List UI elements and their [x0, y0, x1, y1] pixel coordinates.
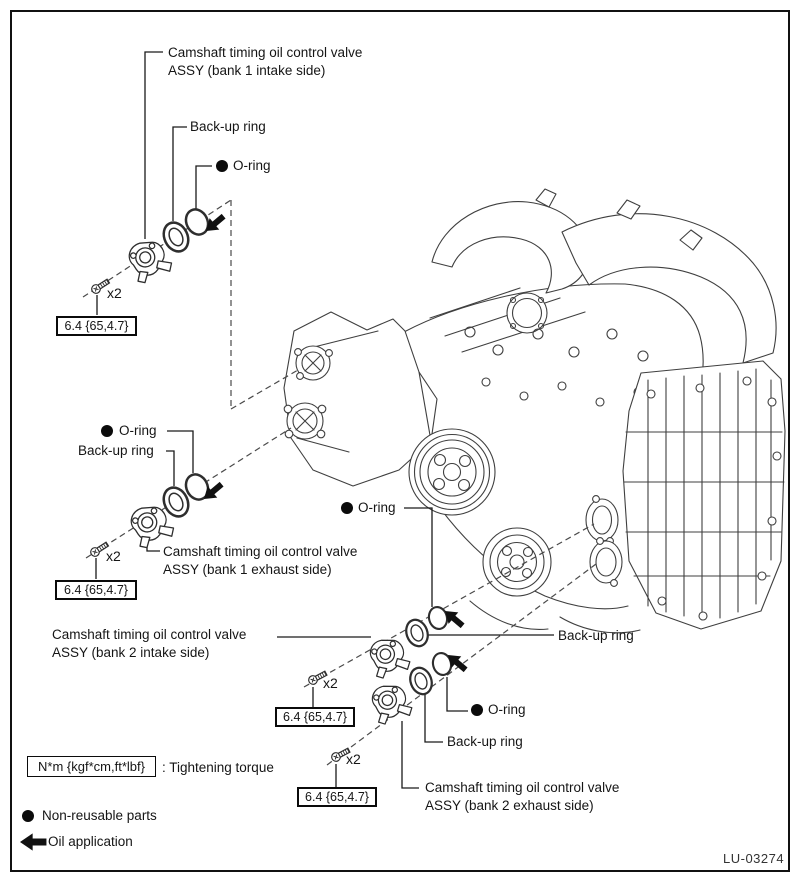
legend-non-reusable-bullet-icon [22, 810, 34, 822]
label-o-ring-1: O-ring [233, 158, 271, 173]
assy-line2: ASSY (bank 2 exhaust side) [425, 798, 594, 813]
quantity-label-1: x2 [107, 285, 122, 301]
assy-line2: ASSY (bank 1 intake side) [168, 63, 326, 78]
label-o-ring-4: O-ring [488, 702, 526, 717]
legend-oil-application-arrow-icon [20, 833, 46, 850]
o-ring-icon-3 [427, 605, 450, 631]
backup-ring-icon-3 [403, 617, 432, 649]
label-backup-ring-4: Back-up ring [447, 734, 523, 749]
label-backup-ring-1: Back-up ring [190, 119, 266, 134]
assy-line1: Camshaft timing oil control valve [425, 780, 620, 795]
legend-non-reusable-label: Non-reusable parts [42, 808, 157, 823]
assembly-axis-dashed-lines [83, 200, 596, 765]
label-assy-bank1-exhaust [163, 543, 357, 579]
assy-line1: Camshaft timing oil control valve [52, 627, 247, 642]
legend-oil-application-label: Oil application [48, 834, 133, 849]
non-reusable-bullet-icon-2 [101, 425, 113, 437]
label-assy-bank2-intake [52, 626, 246, 662]
torque-spec-box-2: 6.4 {65,4.7} [55, 580, 137, 600]
torque-spec-box-3: 6.4 {65,4.7} [275, 707, 355, 727]
backup-ring-icon-4 [407, 665, 436, 697]
label-o-ring-3: O-ring [358, 500, 396, 515]
non-reusable-bullet-icon-4 [471, 704, 483, 716]
assy-line1: Camshaft timing oil control valve [168, 45, 363, 60]
ocv-valve-icon-bank2-intake [363, 633, 413, 684]
quantity-label-2: x2 [106, 548, 121, 564]
label-assy-bank2-exhaust [425, 779, 619, 815]
label-assy-bank1-intake [168, 44, 362, 80]
label-o-ring-2: O-ring [119, 423, 157, 438]
assy-line1: Camshaft timing oil control valve [163, 544, 358, 559]
torque-spec-box-4: 6.4 {65,4.7} [297, 787, 377, 807]
assy-line2: ASSY (bank 2 intake side) [52, 645, 210, 660]
engine-illustration [284, 189, 785, 633]
figure-code: LU-03274 [723, 851, 785, 866]
legend-torque-caption: : Tightening torque [162, 760, 274, 775]
label-backup-ring-3: Back-up ring [558, 628, 634, 643]
quantity-label-3: x2 [323, 675, 338, 691]
assy-line2: ASSY (bank 1 exhaust side) [163, 562, 332, 577]
label-backup-ring-2: Back-up ring [78, 443, 154, 458]
non-reusable-bullet-icon-1 [216, 160, 228, 172]
ocv-valve-icon-bank2-exhaust [365, 679, 415, 730]
non-reusable-bullet-icon-3 [341, 502, 353, 514]
legend-torque-unit-box: N*m {kgf*cm,ft*lbf} [27, 756, 156, 777]
torque-spec-box-1: 6.4 {65,4.7} [56, 316, 137, 336]
quantity-label-4: x2 [346, 751, 361, 767]
